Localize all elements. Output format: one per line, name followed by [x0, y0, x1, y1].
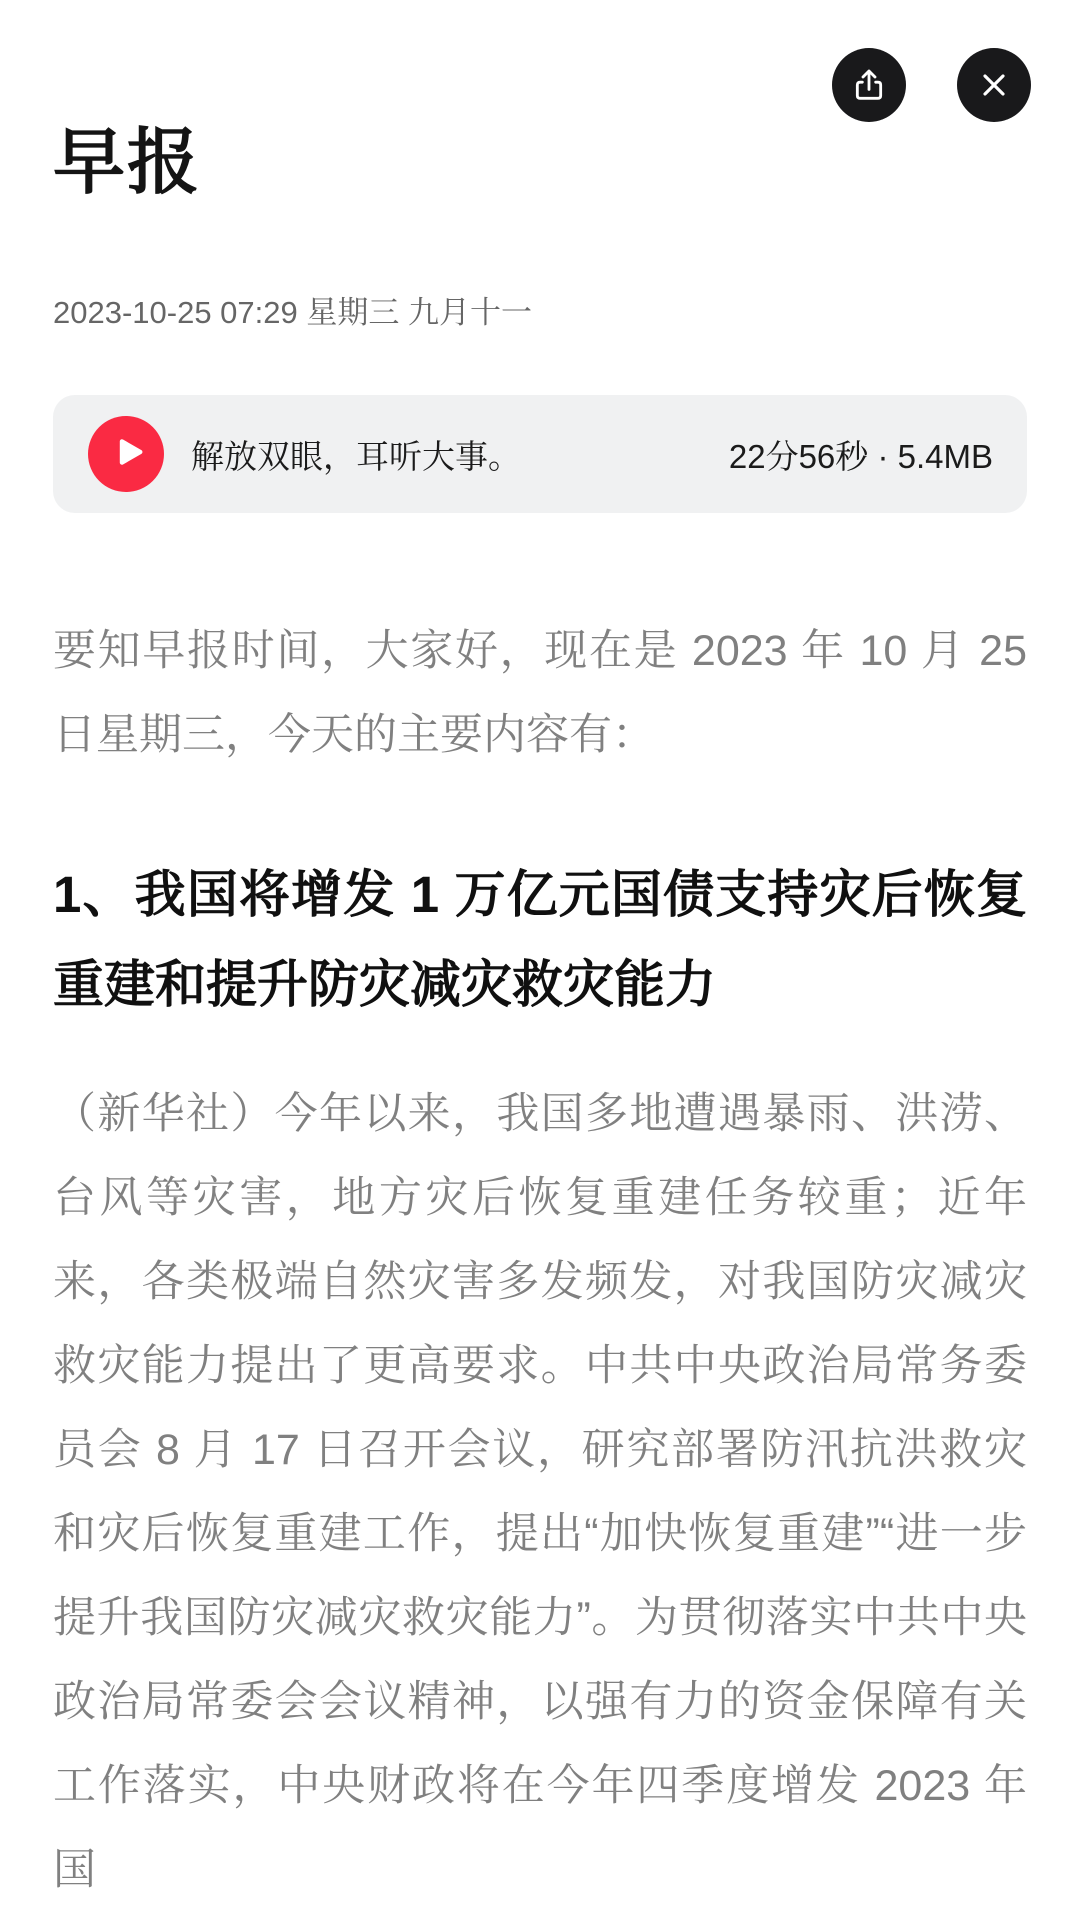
intro-paragraph: 要知早报时间，大家好，现在是 2023 年 10 月 25 日星期三，今天的主要内容有：	[53, 627, 1027, 759]
page-title: 早报	[53, 123, 202, 203]
play-button[interactable]	[88, 416, 164, 492]
play-icon	[106, 435, 146, 474]
section-body: （新华社）今年以来，我国多地遭遇暴雨、洪涝、台风等灾害，地方灾后恢复重建任务较重；近年来，各类极端自然灾害多发频发，对我国防灾减灾救灾能力提出了更高要求。中共中央政治局常务委员会 8 月 17 日召开会议，研究部署防汛抗洪救灾和灾后恢复重建工作，提出“加快恢复重建”“进一步提升我国防灾减灾救灾能力”。为贯彻落实中共中央政治局常委会会议精神，以强有力的资金保障有关工作落实，中央财政将在今年四季度增发 2023 年国	[53, 1090, 1027, 1894]
audio-duration-size: 22分56秒 · 5.4MB	[728, 437, 993, 475]
close-button[interactable]	[957, 48, 1031, 122]
section-heading: 1、我国将增发 1 万亿元国债支持灾后恢复重建和提升防灾减灾救灾能力	[53, 866, 1027, 1013]
share-button[interactable]	[832, 48, 906, 122]
header-actions	[832, 48, 1031, 122]
close-x-icon	[976, 67, 1012, 103]
audio-caption: 解放双眼，耳听大事。	[191, 437, 521, 475]
audio-player-bar[interactable]	[53, 395, 1027, 513]
article-content	[53, 609, 1027, 1912]
share-upload-icon	[849, 65, 889, 105]
article-date: 2023-10-25 07:29 星期三 九月十一	[53, 295, 532, 330]
